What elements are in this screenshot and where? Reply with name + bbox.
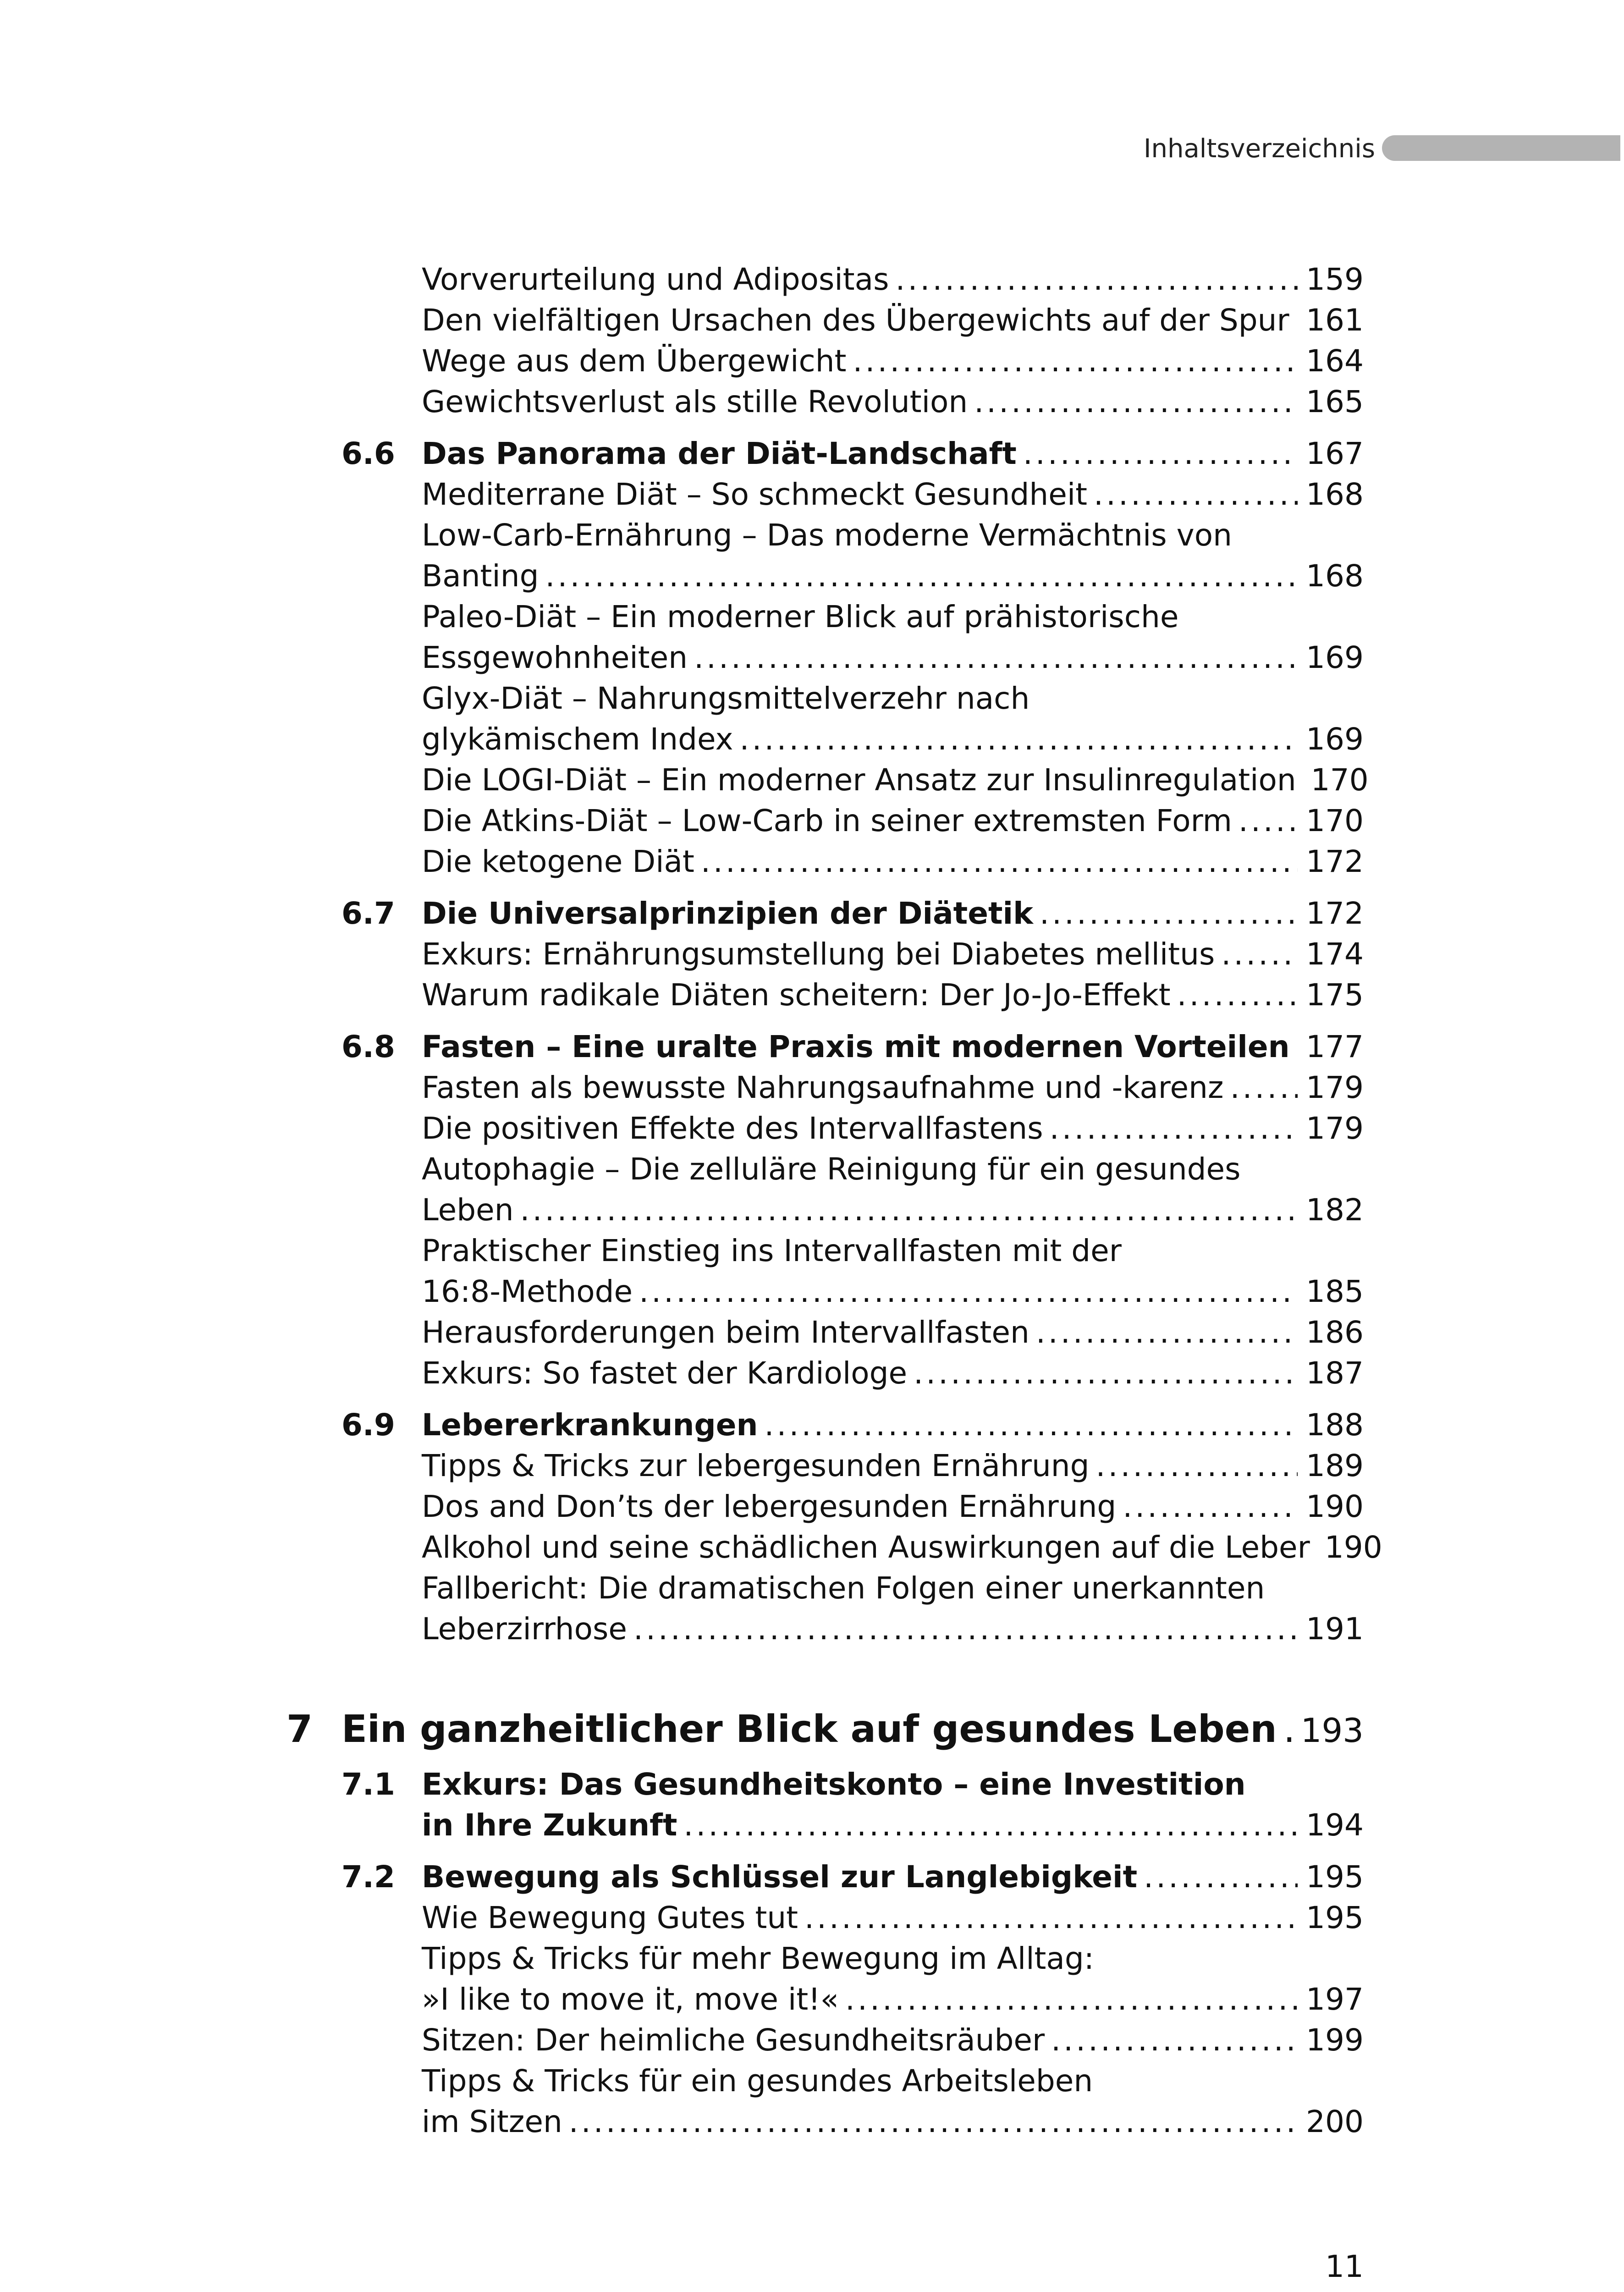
leader-dots [1050,1108,1298,1149]
leader-dots [1221,934,1298,975]
leader-dots [974,381,1298,422]
entry-page: 170 [1310,762,1369,798]
leader-dots [639,1271,1298,1312]
entry-page: 200 [1306,2104,1364,2139]
toc-entry[interactable] [422,381,1364,422]
entry-page: 191 [1306,1611,1364,1647]
entry-title-line: Glyx-Diät – Nahrungsmittelverzehr nach [422,681,1030,716]
toc-entry[interactable] [422,1067,1364,1108]
entry-page: 174 [1306,937,1364,972]
toc-entry[interactable] [422,893,1364,934]
leader-dots [1230,1067,1298,1108]
toc-entry[interactable] [422,596,1364,678]
entry-page: 197 [1306,1982,1364,2017]
toc-entry[interactable] [422,1230,1364,1312]
entry-title-line: Wege aus dem Übergewicht [422,343,847,379]
entry-title-line: Die ketogene Diät [422,844,694,879]
leader-dots [1036,1312,1298,1353]
entry-page: 172 [1306,844,1364,879]
entry-page: 170 [1306,803,1364,838]
toc-entry[interactable] [422,934,1364,975]
toc-entry[interactable] [422,300,1364,341]
toc-entry[interactable] [422,1764,1364,1846]
toc-entry[interactable] [422,1486,1364,1527]
entry-title-line: Praktischer Einstieg ins Intervallfasten mit der [422,1233,1122,1268]
toc-entry[interactable] [422,1026,1364,1067]
entry-title-line: in Ihre Zukunft [422,1807,677,1843]
entry-page: 179 [1306,1111,1364,1146]
entry-title-line: Tipps & Tricks für mehr Bewegung im Alltag: [422,1941,1094,1976]
entry-title-line: Tipps & Tricks zur lebergesunden Ernährung [422,1448,1090,1483]
entry-page: 195 [1306,1900,1364,1935]
entry-page: 164 [1306,343,1364,379]
leader-dots [914,1353,1298,1394]
entry-title-line: 16:8-Methode [422,1274,633,1309]
toc-entry[interactable] [422,2020,1364,2061]
entry-page: 199 [1306,2022,1364,2058]
toc-entry[interactable] [422,1405,1364,1445]
entry-title-line: Die Universalprinzipien der Diätetik [422,896,1034,931]
entry-title-line: Die Atkins-Diät – Low-Carb in seiner extremsten Form [422,803,1232,838]
entry-title-line: glykämischem Index [422,722,733,757]
entry-page: 177 [1306,1029,1364,1064]
leader-dots [545,556,1298,596]
entry-title-line: Fallbericht: Die dramatischen Folgen einer unerkannten [422,1570,1265,1606]
entry-page: 168 [1306,558,1364,594]
entry-page: 179 [1306,1070,1364,1105]
entry-page: 167 [1306,436,1364,471]
toc-entry[interactable] [422,1445,1364,1486]
leader-dots [1096,1445,1298,1486]
header-tab-bar [1382,135,1620,161]
entry-page: 182 [1306,1192,1364,1228]
toc-entry[interactable] [422,1938,1364,2020]
toc-section [0,893,1624,1015]
leader-dots [1296,300,1298,341]
entry-title-line: Warum radikale Diäten scheitern: Der Jo-Jo-Effekt [422,977,1171,1013]
entry-title-line: Leberzirrhose [422,1611,627,1647]
leader-dots [765,1405,1298,1445]
entry-page: 165 [1306,384,1364,419]
leader-dots [520,1190,1298,1230]
toc-entry[interactable] [422,1568,1364,1649]
toc-section [0,259,1624,422]
entry-title-line: Leben [422,1192,514,1228]
leader-dots [1296,1026,1298,1067]
entry-title-line: Das Panorama der Diät-Landschaft [422,436,1017,471]
toc-entry[interactable] [422,1149,1364,1230]
toc-entry[interactable] [422,515,1364,596]
entry-title-line: Exkurs: Ernährungsumstellung bei Diabetes mellitus [422,937,1215,972]
entry-page: 190 [1324,1530,1382,1565]
toc-entry[interactable] [422,975,1364,1015]
leader-dots [740,719,1298,760]
entry-title-line: Lebererkrankungen [422,1407,758,1443]
table-of-contents [0,259,1624,2153]
entry-page: 172 [1306,896,1364,931]
entry-title-line: im Sitzen [422,2104,562,2139]
leader-dots [1123,1486,1298,1527]
toc-section [0,433,1624,882]
toc-entry[interactable] [422,1897,1364,1938]
entry-title-line: Fasten als bewusste Nahrungsaufnahme und -karenz [422,1070,1224,1105]
entry-title-line: Fasten – Eine uralte Praxis mit modernen Vorteilen [422,1029,1290,1064]
leader-dots [633,1609,1298,1649]
entry-title-line: Autophagie – Die zelluläre Reinigung für ein gesundes [422,1152,1241,1187]
entry-title-line: Tipps & Tricks für ein gesundes Arbeitsleben [422,2063,1093,2099]
toc-section [0,1857,1624,2142]
entry-page: 169 [1306,640,1364,675]
toc-groups-chapter [0,1764,1624,2142]
entry-title-line: Alkohol und seine schädlichen Auswirkungen auf die Leber [422,1530,1310,1565]
entry-page: 186 [1306,1315,1364,1350]
entry-title-line: Die positiven Effekte des Intervallfastens [422,1111,1043,1146]
toc-section [0,1026,1624,1394]
leader-dots [845,1979,1298,2020]
leader-dots [569,2101,1298,2142]
leader-dots [1094,474,1298,515]
leader-dots [1023,433,1298,474]
entry-title-line: Sitzen: Der heimliche Gesundheitsräuber [422,2022,1045,2058]
toc-entry[interactable] [422,433,1364,474]
entry-page: 194 [1306,1807,1364,1843]
leader-dots [1177,975,1298,1015]
entry-page: 189 [1306,1448,1364,1483]
section-number: 6.8 [341,1029,395,1064]
toc-entry[interactable] [422,259,1364,300]
entry-title-line: Dos and Don’ts der lebergesunden Ernährung [422,1489,1117,1524]
leader-dots [1144,1857,1298,1897]
toc-entry[interactable] [422,841,1364,882]
entry-title-line: Low-Carb-Ernährung – Das moderne Vermächtnis von [422,518,1232,553]
entry-title-line: Herausforderungen beim Intervallfasten [422,1315,1029,1350]
entry-page: 187 [1306,1355,1364,1391]
entry-page: 168 [1306,477,1364,512]
entry-title-line: Wie Bewegung Gutes tut [422,1900,798,1935]
chapter-entry [341,1704,1364,1756]
toc-entry[interactable] [422,1353,1364,1394]
entry-page: 161 [1306,303,1364,338]
section-number: 6.6 [341,436,395,471]
leader-dots [683,1805,1298,1846]
section-number: 7.1 [341,1767,395,1802]
entry-title-line: Gewichtsverlust als stille Revolution [422,384,968,419]
toc-entry[interactable] [422,1857,1364,1897]
running-header: Inhaltsverzeichnis [1143,134,1375,164]
section-number: 7.2 [341,1859,395,1895]
chapter-title: Ein ganzheitlicher Blick auf gesundes Leben [341,1708,1277,1751]
toc-entry[interactable] [422,760,1369,800]
section-number: 6.7 [341,896,395,931]
leader-dots [694,637,1298,678]
leader-dots [1239,800,1298,841]
entry-title-line: »I like to move it, move it!« [422,1982,839,2017]
entry-page: 188 [1306,1407,1364,1443]
toc-groups-pre [0,259,1624,1649]
entry-page: 185 [1306,1274,1364,1309]
entry-page: 195 [1306,1859,1364,1895]
entry-page: 175 [1306,977,1364,1013]
entry-title-line: Vorverurteilung und Adipositas [422,262,889,297]
leader-dots [1040,893,1298,934]
entry-page: 159 [1306,262,1364,297]
toc-section [0,1764,1624,1846]
chapter-number: 7 [286,1708,313,1751]
entry-title-line: Exkurs: So fastet der Kardiologe [422,1355,908,1391]
toc-entry[interactable] [422,474,1364,515]
leader-dots [853,341,1298,381]
entry-title-line: Mediterrane Diät – So schmeckt Gesundheit [422,477,1088,512]
chapter-heading [0,1704,1624,1756]
section-number: 6.9 [341,1407,395,1443]
toc-entry[interactable] [422,341,1364,381]
chapter-page: 193 [1300,1711,1364,1750]
entry-title-line: Paleo-Diät – Ein moderner Blick auf prähistorische [422,599,1179,634]
page-number: 11 [1325,2249,1364,2284]
toc-entry[interactable] [422,800,1364,841]
toc-entry[interactable] [422,678,1364,760]
entry-title-line: Die LOGI-Diät – Ein moderner Ansatz zur Insulinregulation [422,762,1296,798]
toc-entry[interactable] [422,2061,1364,2142]
entry-title-line: Bewegung als Schlüssel zur Langlebigkeit [422,1859,1138,1895]
entry-title-line: Banting [422,558,539,594]
toc-entry[interactable] [422,1312,1364,1353]
toc-entry[interactable] [422,1108,1364,1149]
leader-dots [804,1897,1298,1938]
entry-page: 169 [1306,722,1364,757]
entry-title-line: Exkurs: Das Gesundheitskonto – eine Investition [422,1767,1246,1802]
entry-page: 190 [1306,1489,1364,1524]
entry-title-line: Den vielfältigen Ursachen des Übergewichts auf der Spur [422,303,1289,338]
toc-entry[interactable] [422,1527,1382,1568]
toc-section [0,1405,1624,1649]
entry-title-line: Essgewohnheiten [422,640,688,675]
leader-dots [1283,1704,1294,1755]
leader-dots [701,841,1298,882]
leader-dots [895,259,1298,300]
leader-dots [1051,2020,1298,2061]
